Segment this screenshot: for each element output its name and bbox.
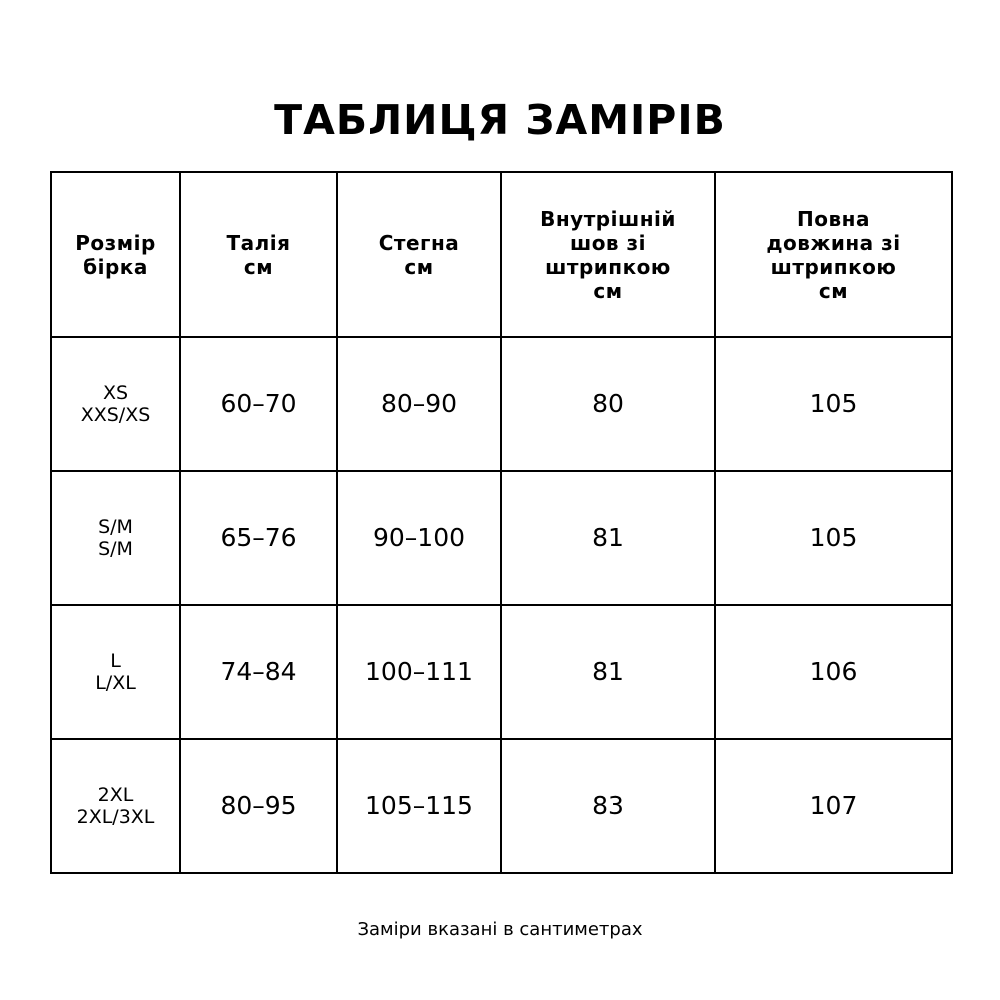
footnote: Заміри вказані в сантиметрах xyxy=(357,919,643,940)
size-label: S/M xyxy=(98,516,133,538)
size-label: XXS/XS xyxy=(80,404,151,426)
header-hips xyxy=(337,172,501,337)
header-line: довжина зі xyxy=(766,230,901,255)
size-cell xyxy=(51,739,180,873)
inseam-cell: 81 xyxy=(501,471,715,605)
full-length-cell: 105 xyxy=(715,337,952,471)
header-line: шов зі xyxy=(569,230,647,255)
table-header-row xyxy=(51,172,952,337)
size-table xyxy=(50,171,953,874)
header-line: Внутрішній xyxy=(540,206,676,231)
waist-cell: 60–70 xyxy=(180,337,337,471)
size-label: 2XL/3XL xyxy=(76,806,155,828)
header-line: Повна xyxy=(797,206,870,231)
header-line: см xyxy=(818,278,849,303)
hips-cell: 90–100 xyxy=(337,471,501,605)
page-title: ТАБЛИЦЯ ЗАМІРІВ xyxy=(274,96,726,145)
header-size-tag xyxy=(51,172,180,337)
full-length-cell: 105 xyxy=(715,471,952,605)
size-label: XS xyxy=(102,382,129,404)
inseam-cell: 80 xyxy=(501,337,715,471)
size-label: L/XL xyxy=(95,672,136,694)
table-row xyxy=(51,471,952,605)
size-label: S/M xyxy=(98,538,133,560)
inseam-cell: 81 xyxy=(501,605,715,739)
header-inseam xyxy=(501,172,715,337)
hips-cell: 105–115 xyxy=(337,739,501,873)
waist-cell: 74–84 xyxy=(180,605,337,739)
header-line: см xyxy=(593,278,623,303)
header-line: штрипкою xyxy=(770,254,897,279)
header-line: штрипкою xyxy=(545,254,671,279)
table-row xyxy=(51,605,952,739)
header-line: см xyxy=(404,254,434,279)
size-cell xyxy=(51,337,180,471)
header-line: бірка xyxy=(83,254,148,279)
header-line: Розмір xyxy=(75,230,156,255)
hips-cell: 100–111 xyxy=(337,605,501,739)
header-line: Талія xyxy=(226,230,291,255)
header-line: Стегна xyxy=(378,230,460,255)
waist-cell: 80–95 xyxy=(180,739,337,873)
size-label: 2XL xyxy=(97,784,134,806)
size-cell xyxy=(51,471,180,605)
header-full-length xyxy=(715,172,952,337)
full-length-cell: 107 xyxy=(715,739,952,873)
header-line: см xyxy=(243,254,274,279)
inseam-cell: 83 xyxy=(501,739,715,873)
table-row xyxy=(51,739,952,873)
waist-cell: 65–76 xyxy=(180,471,337,605)
header-waist xyxy=(180,172,337,337)
hips-cell: 80–90 xyxy=(337,337,501,471)
size-cell xyxy=(51,605,180,739)
size-label: L xyxy=(110,650,121,672)
full-length-cell: 106 xyxy=(715,605,952,739)
table-row xyxy=(51,337,952,471)
